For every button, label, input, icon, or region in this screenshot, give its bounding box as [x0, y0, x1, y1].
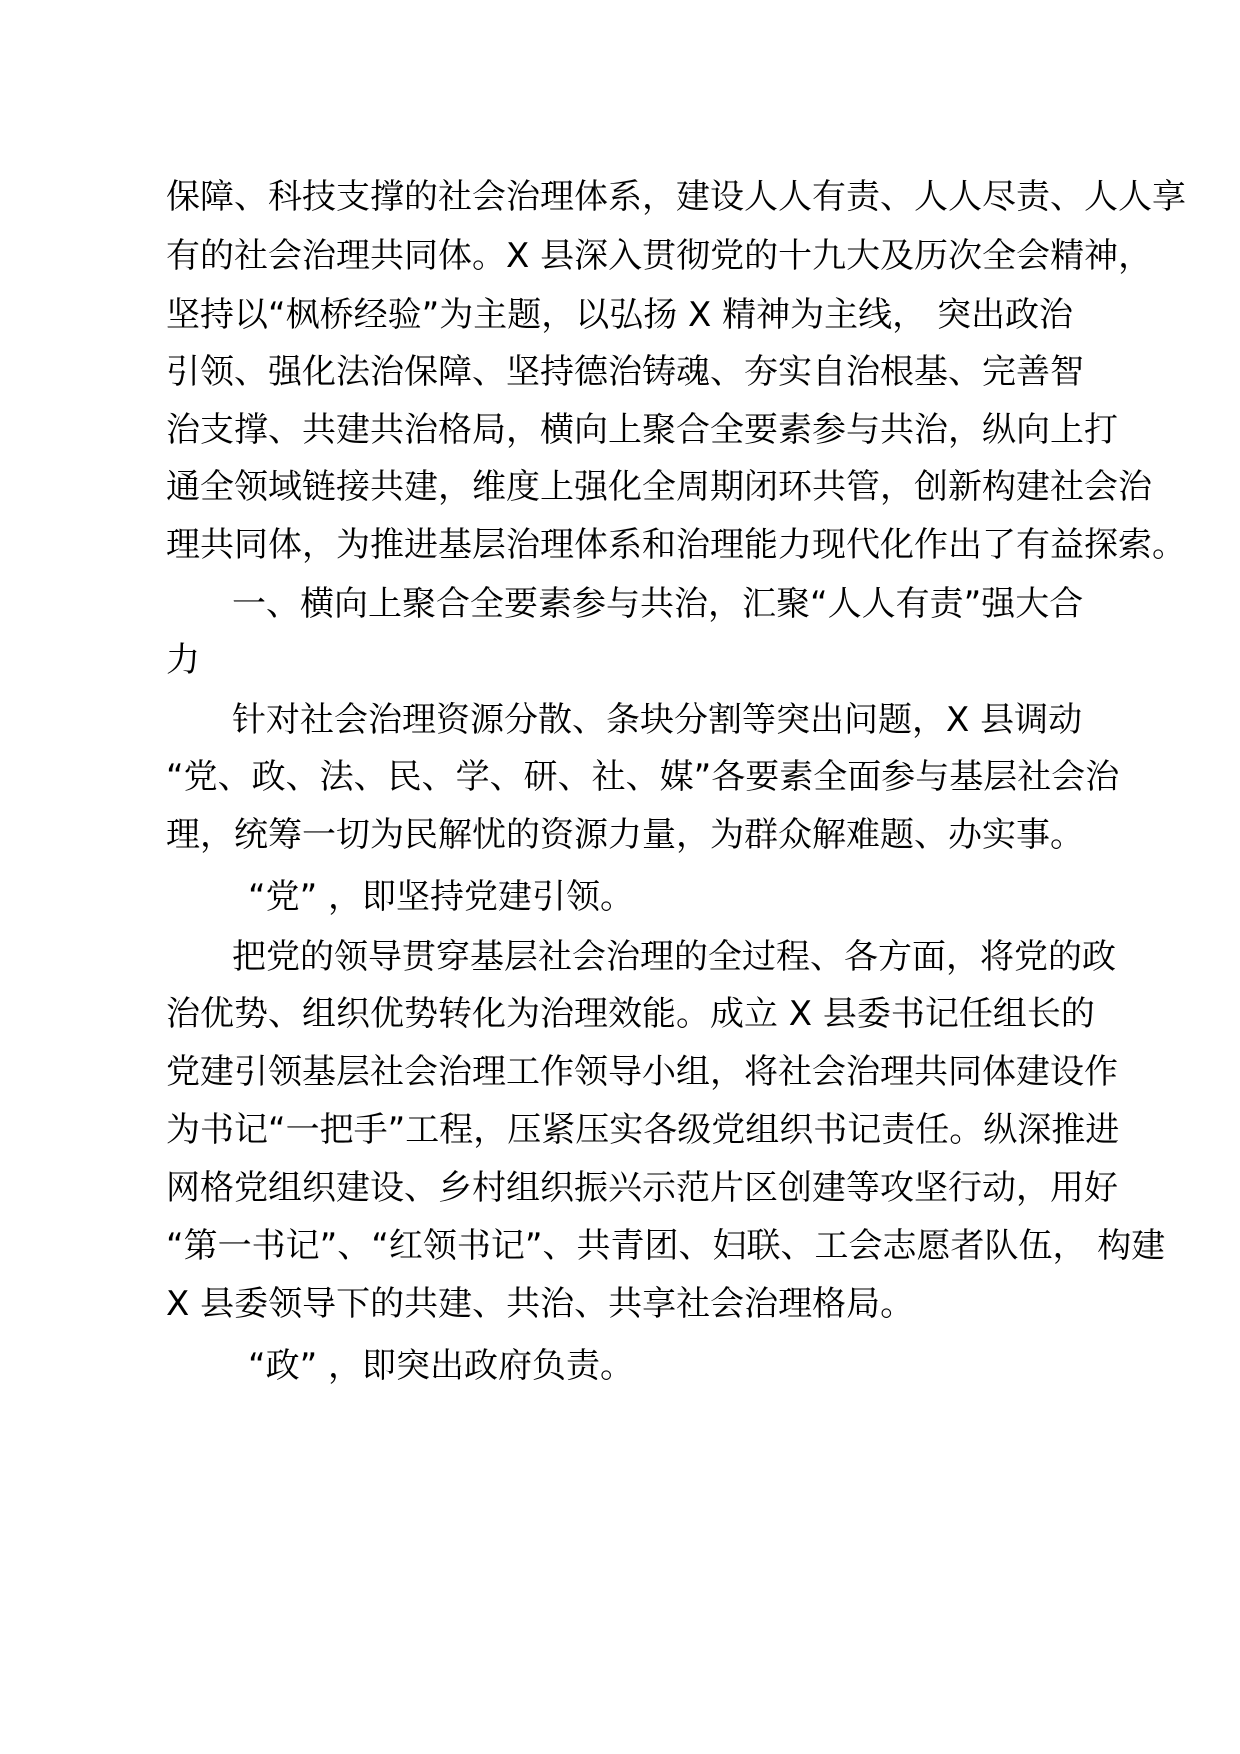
paragraph-line: 为书记“一把手”工程，压紧压实各级党组织书记责任。纵深推进 — [166, 1110, 1120, 1150]
section-heading: 一、横向上聚合全要素参与共治，汇聚“人人有责”强大合 — [232, 584, 1084, 624]
paragraph-line: 把党的领导贯穿基层社会治理的全过程、各方面，将党的政 — [232, 937, 1116, 977]
paragraph-line: 党建引领基层社会治理工作领导小组，将社会治理共同体建设作 — [166, 1052, 1118, 1092]
paragraph-line: 坚持以“枫桥经验”为主题，以弘扬 X 精神为主线， 突出政治 — [166, 295, 1073, 335]
paragraph-line: 引领、强化法治保障、坚持德治铸魂、夯实自治根基、完善智 — [166, 352, 1084, 392]
paragraph-line: “第一书记”、“红领书记”、共青团、妇联、工会志愿者队伍， 构建 — [166, 1226, 1166, 1266]
paragraph-line: 治优势、组织优势转化为治理效能。成立 X 县委书记任组长的 — [166, 994, 1095, 1034]
paragraph-line: 网格党组织建设、乡村组织振兴示范片区创建等攻坚行动，用好 — [166, 1168, 1118, 1208]
paragraph-line: 保障、科技支撑的社会治理体系，建设人人有责、人人尽责、人人享 — [166, 177, 1186, 217]
subheading-dang: “党” ，即坚持党建引领。 — [248, 877, 635, 917]
paragraph-line: 理共同体，为推进基层治理体系和治理能力现代化作出了有益探索。 — [166, 525, 1186, 565]
paragraph-line: X 县委领导下的共建、共治、共享社会治理格局。 — [166, 1284, 915, 1324]
section-heading-continuation: 力 — [166, 640, 200, 680]
paragraph-line: 针对社会治理资源分散、条块分割等突出问题，X 县调动 — [232, 700, 1083, 740]
paragraph-line: 通全领域链接共建，维度上强化全周期闭环共管，创新构建社会治 — [166, 467, 1152, 507]
paragraph-line: 有的社会治理共同体。X 县深入贯彻党的十九大及历次全会精神， — [166, 236, 1153, 276]
paragraph-line: “党、政、法、民、学、研、社、媒”各要素全面参与基层社会治 — [166, 757, 1120, 797]
paragraph-line: 理，统筹一切为民解忧的资源力量，为群众解难题、办实事。 — [166, 815, 1084, 855]
paragraph-line: 治支撑、共建共治格局，横向上聚合全要素参与共治，纵向上打 — [166, 410, 1118, 450]
subheading-zheng: “政” ，即突出政府负责。 — [248, 1346, 635, 1386]
